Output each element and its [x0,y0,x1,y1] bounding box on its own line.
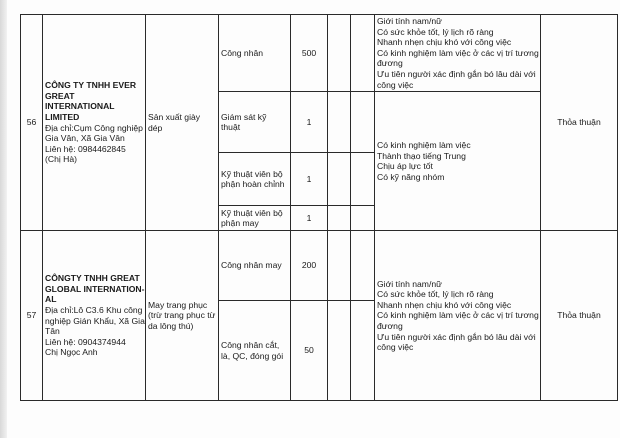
row-number: 56 [21,15,43,231]
salary-cell: Thỏa thuận [541,231,618,401]
company-address: Tân [45,326,60,337]
position-title: Công nhân may [219,231,291,301]
position-title: Công nhân cắt, là, QC, đóng gói [219,301,291,401]
empty-cell [351,206,375,231]
company-name: CÔNGTY TNHH GREAT GLOBAL INTERNATION- AL [45,273,145,305]
position-quantity: 50 [291,301,328,401]
company-address: Địa chỉ:Cụm Công nghiệp [45,122,143,133]
empty-cell [328,231,351,301]
company-name: CÔNG TY TNHH EVER GREAT INTERNATIONAL LIMITED [45,80,137,122]
requirements-technical: Có kinh nghiệm làm việc Thành thạo tiếng Trung Chịu áp lực tốt Có kỹ năng nhóm [375,92,541,231]
empty-cell [351,15,375,92]
company-contact: Liên hệ: 0904374944 [45,336,126,347]
company-address: Địa chỉ:Lô C3.6 Khu công [45,305,143,316]
empty-cell [351,231,375,301]
company-cell [43,231,146,401]
empty-cell [328,301,351,401]
company-contact: Liên hệ: 0984462845 [45,143,126,154]
position-quantity: 1 [291,153,328,206]
company-cell [43,15,146,231]
company-contact-person: (Chị Hà) [45,154,77,165]
table-row [21,15,618,92]
empty-cell [328,206,351,231]
empty-cell [351,301,375,401]
company-address: nghiệp Gián Khẩu, Xã Gia [45,315,145,326]
position-quantity: 1 [291,92,328,153]
row-number: 57 [21,231,43,401]
recruitment-table [20,14,618,401]
empty-cell [328,15,351,92]
position-quantity: 500 [291,15,328,92]
industry-cell: May trang phục (trừ trang phục từ da lông thú) [146,231,219,401]
empty-cell [328,92,351,153]
salary-cell: Thỏa thuận [541,15,618,231]
empty-cell [351,92,375,153]
position-title: Kỹ thuật viên bộ phận may [219,206,291,231]
page-edge-shadow [0,0,7,438]
empty-cell [351,153,375,206]
company-contact-person: Chị Ngọc Anh [45,347,98,358]
requirements-general: Giới tính nam/nữ Có sức khỏe tốt, lý lịch rõ ràng Nhanh nhẹn chịu khó với công việc Có kinh nghiệm làm việc ở các vị trí tương đương Ưu tiên người xác định gắn bó lâu dài với công việc [375,15,541,92]
requirements-general: Giới tính nam/nữ Có sức khỏe tốt, lý lịch rõ ràng Nhanh nhẹn chịu khó với công việc Có kinh nghiệm làm việc ở các vị trí tương đương Ưu tiên người xác định gắn bó lâu dài với công việc [375,231,541,401]
position-title: Kỹ thuật viên bộ phận hoàn chỉnh [219,153,291,206]
position-title: Công nhân [219,15,291,92]
company-address: Gia Vân, Xã Gia Vân [45,133,125,144]
industry-cell: Sản xuất giày dép [146,15,219,231]
position-quantity: 1 [291,206,328,231]
position-title: Giám sát kỹ thuật [219,92,291,153]
position-quantity: 200 [291,231,328,301]
table-row [21,231,618,301]
empty-cell [328,153,351,206]
